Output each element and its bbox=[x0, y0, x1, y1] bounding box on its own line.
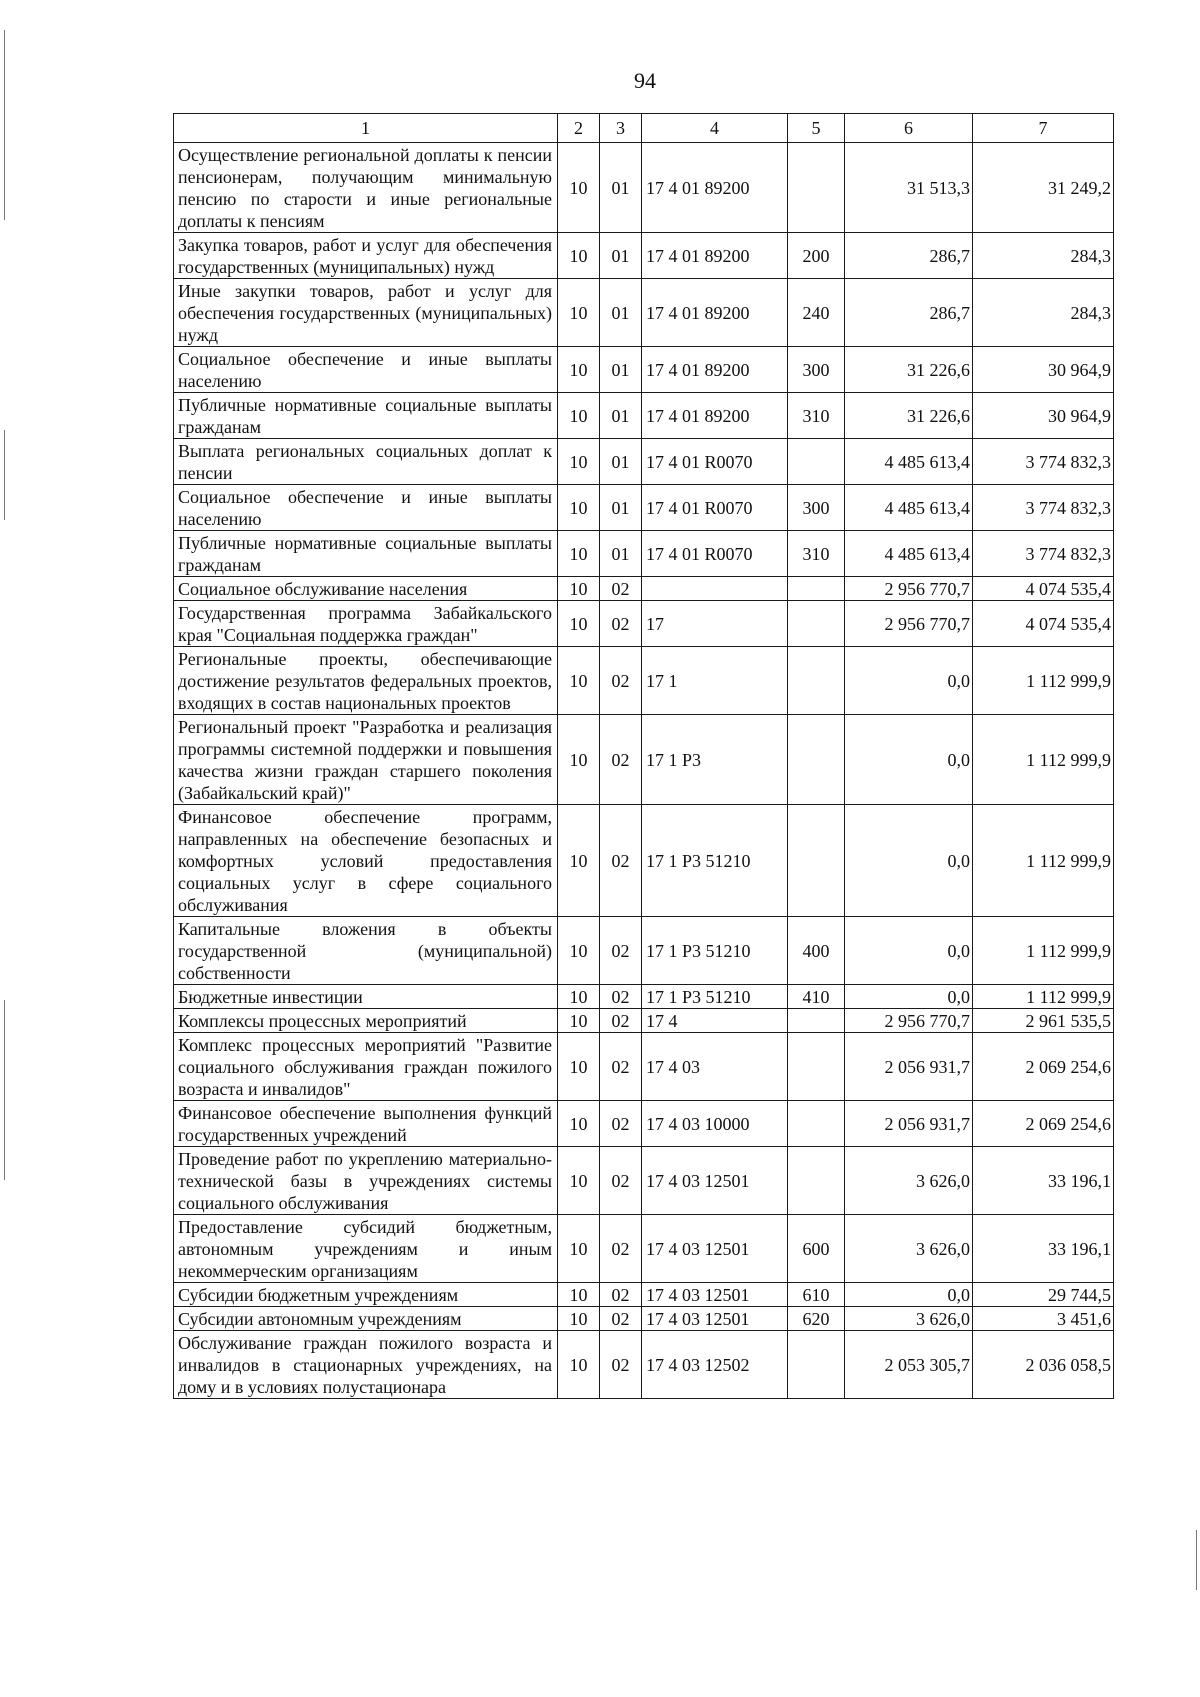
subsection-cell: 02 bbox=[600, 1307, 642, 1331]
amount-year2-cell: 30 964,9 bbox=[973, 347, 1114, 393]
table-row bbox=[174, 1147, 1114, 1215]
section-cell: 10 bbox=[558, 531, 600, 577]
amount-year2-cell: 3 774 832,3 bbox=[973, 439, 1114, 485]
subsection-cell: 01 bbox=[600, 233, 642, 279]
section-cell: 10 bbox=[558, 805, 600, 917]
amount-year2-cell: 3 451,6 bbox=[973, 1307, 1114, 1331]
table-row bbox=[174, 1101, 1114, 1147]
expense-type-cell bbox=[788, 1009, 845, 1033]
item-name-cell: Закупка товаров, работ и услуг для обеспечения государственных (муниципальных) нужд bbox=[174, 233, 558, 279]
table-row bbox=[174, 647, 1114, 715]
table-body bbox=[174, 143, 1114, 1399]
section-cell: 10 bbox=[558, 1215, 600, 1283]
expense-type-cell bbox=[788, 577, 845, 601]
target-article-cell: 17 4 01 R0070 bbox=[642, 439, 788, 485]
column-header-6: 6 bbox=[845, 114, 973, 143]
table-row bbox=[174, 347, 1114, 393]
subsection-cell: 01 bbox=[600, 279, 642, 347]
target-article-cell: 17 4 03 12501 bbox=[642, 1215, 788, 1283]
table-row bbox=[174, 1331, 1114, 1399]
table-row bbox=[174, 805, 1114, 917]
amount-year2-cell: 284,3 bbox=[973, 279, 1114, 347]
subsection-cell: 01 bbox=[600, 347, 642, 393]
table-row bbox=[174, 601, 1114, 647]
expense-type-cell: 410 bbox=[788, 985, 845, 1009]
item-name-cell: Капитальные вложения в объекты государственной (муниципальной) собственности bbox=[174, 917, 558, 985]
expense-type-cell bbox=[788, 715, 845, 805]
table-row bbox=[174, 531, 1114, 577]
subsection-cell: 01 bbox=[600, 143, 642, 233]
item-name-cell: Финансовое обеспечение выполнения функций государственных учреждений bbox=[174, 1101, 558, 1147]
amount-year1-cell: 4 485 613,4 bbox=[845, 531, 973, 577]
table-row bbox=[174, 233, 1114, 279]
expense-type-cell: 310 bbox=[788, 393, 845, 439]
table-row bbox=[174, 1009, 1114, 1033]
table-row bbox=[174, 917, 1114, 985]
amount-year2-cell: 3 774 832,3 bbox=[973, 485, 1114, 531]
target-article-cell: 17 1 P3 bbox=[642, 715, 788, 805]
expense-type-cell: 310 bbox=[788, 531, 845, 577]
section-cell: 10 bbox=[558, 1331, 600, 1399]
target-article-cell bbox=[642, 577, 788, 601]
subsection-cell: 02 bbox=[600, 917, 642, 985]
amount-year2-cell: 4 074 535,4 bbox=[973, 577, 1114, 601]
target-article-cell: 17 4 01 R0070 bbox=[642, 531, 788, 577]
expense-type-cell: 600 bbox=[788, 1215, 845, 1283]
item-name-cell: Социальное обеспечение и иные выплаты населению bbox=[174, 485, 558, 531]
section-cell: 10 bbox=[558, 917, 600, 985]
expense-type-cell: 240 bbox=[788, 279, 845, 347]
expense-type-cell bbox=[788, 1033, 845, 1101]
target-article-cell: 17 4 03 12501 bbox=[642, 1283, 788, 1307]
subsection-cell: 02 bbox=[600, 1033, 642, 1101]
amount-year2-cell: 4 074 535,4 bbox=[973, 601, 1114, 647]
target-article-cell: 17 4 bbox=[642, 1009, 788, 1033]
amount-year2-cell: 3 774 832,3 bbox=[973, 531, 1114, 577]
column-header-4: 4 bbox=[642, 114, 788, 143]
expense-type-cell bbox=[788, 601, 845, 647]
target-article-cell: 17 bbox=[642, 601, 788, 647]
target-article-cell: 17 4 01 89200 bbox=[642, 233, 788, 279]
amount-year1-cell: 0,0 bbox=[845, 805, 973, 917]
amount-year2-cell: 1 112 999,9 bbox=[973, 917, 1114, 985]
subsection-cell: 02 bbox=[600, 1009, 642, 1033]
section-cell: 10 bbox=[558, 279, 600, 347]
section-cell: 10 bbox=[558, 143, 600, 233]
table-row bbox=[174, 1215, 1114, 1283]
expense-type-cell bbox=[788, 439, 845, 485]
table-row bbox=[174, 439, 1114, 485]
amount-year2-cell: 33 196,1 bbox=[973, 1147, 1114, 1215]
subsection-cell: 01 bbox=[600, 393, 642, 439]
subsection-cell: 02 bbox=[600, 601, 642, 647]
section-cell: 10 bbox=[558, 1283, 600, 1307]
column-header-2: 2 bbox=[558, 114, 600, 143]
table-row bbox=[174, 279, 1114, 347]
section-cell: 10 bbox=[558, 439, 600, 485]
amount-year2-cell: 1 112 999,9 bbox=[973, 805, 1114, 917]
amount-year1-cell: 2 053 305,7 bbox=[845, 1331, 973, 1399]
subsection-cell: 02 bbox=[600, 1101, 642, 1147]
expense-type-cell bbox=[788, 1101, 845, 1147]
amount-year2-cell: 1 112 999,9 bbox=[973, 715, 1114, 805]
amount-year2-cell: 2 069 254,6 bbox=[973, 1033, 1114, 1101]
subsection-cell: 02 bbox=[600, 577, 642, 601]
header-row bbox=[174, 114, 1114, 143]
amount-year2-cell: 2 961 535,5 bbox=[973, 1009, 1114, 1033]
subsection-cell: 01 bbox=[600, 485, 642, 531]
section-cell: 10 bbox=[558, 985, 600, 1009]
amount-year1-cell: 286,7 bbox=[845, 279, 973, 347]
target-article-cell: 17 4 03 bbox=[642, 1033, 788, 1101]
subsection-cell: 02 bbox=[600, 647, 642, 715]
item-name-cell: Осуществление региональной доплаты к пенсии пенсионерам, получающим минимальную пенсию по старости и иные региональные доплаты к пенсиям bbox=[174, 143, 558, 233]
item-name-cell: Иные закупки товаров, работ и услуг для обеспечения государственных (муниципальных) нужд bbox=[174, 279, 558, 347]
table-row bbox=[174, 143, 1114, 233]
table-row bbox=[174, 485, 1114, 531]
subsection-cell: 02 bbox=[600, 985, 642, 1009]
table-row bbox=[174, 1307, 1114, 1331]
section-cell: 10 bbox=[558, 1101, 600, 1147]
item-name-cell: Социальное обслуживание населения bbox=[174, 577, 558, 601]
expense-type-cell: 300 bbox=[788, 347, 845, 393]
section-cell: 10 bbox=[558, 233, 600, 279]
amount-year2-cell: 1 112 999,9 bbox=[973, 985, 1114, 1009]
item-name-cell: Финансовое обеспечение программ, направленных на обеспечение безопасных и комфортных условий предоставления социальных услуг в сфере социального обслуживания bbox=[174, 805, 558, 917]
expense-type-cell bbox=[788, 805, 845, 917]
section-cell: 10 bbox=[558, 577, 600, 601]
section-cell: 10 bbox=[558, 647, 600, 715]
scan-margin-mark bbox=[4, 430, 5, 520]
section-cell: 10 bbox=[558, 1033, 600, 1101]
amount-year2-cell: 31 249,2 bbox=[973, 143, 1114, 233]
column-header-5: 5 bbox=[788, 114, 845, 143]
amount-year1-cell: 31 226,6 bbox=[845, 393, 973, 439]
target-article-cell: 17 4 01 89200 bbox=[642, 347, 788, 393]
target-article-cell: 17 4 03 12501 bbox=[642, 1147, 788, 1215]
subsection-cell: 02 bbox=[600, 1331, 642, 1399]
subsection-cell: 01 bbox=[600, 531, 642, 577]
item-name-cell: Региональные проекты, обеспечивающие достижение результатов федеральных проектов, входящих в состав национальных проектов bbox=[174, 647, 558, 715]
expense-type-cell: 620 bbox=[788, 1307, 845, 1331]
target-article-cell: 17 4 03 12502 bbox=[642, 1331, 788, 1399]
item-name-cell: Выплата региональных социальных доплат к пенсии bbox=[174, 439, 558, 485]
table-row bbox=[174, 985, 1114, 1009]
subsection-cell: 02 bbox=[600, 715, 642, 805]
target-article-cell: 17 4 01 89200 bbox=[642, 143, 788, 233]
section-cell: 10 bbox=[558, 1009, 600, 1033]
item-name-cell: Субсидии автономным учреждениям bbox=[174, 1307, 558, 1331]
target-article-cell: 17 4 01 89200 bbox=[642, 393, 788, 439]
amount-year2-cell: 2 036 058,5 bbox=[973, 1331, 1114, 1399]
amount-year1-cell: 3 626,0 bbox=[845, 1147, 973, 1215]
subsection-cell: 01 bbox=[600, 439, 642, 485]
amount-year2-cell: 2 069 254,6 bbox=[973, 1101, 1114, 1147]
subsection-cell: 02 bbox=[600, 1283, 642, 1307]
item-name-cell: Публичные нормативные социальные выплаты гражданам bbox=[174, 531, 558, 577]
table-row bbox=[174, 715, 1114, 805]
target-article-cell: 17 4 03 12501 bbox=[642, 1307, 788, 1331]
item-name-cell: Комплексы процессных мероприятий bbox=[174, 1009, 558, 1033]
expense-type-cell: 610 bbox=[788, 1283, 845, 1307]
item-name-cell: Социальное обеспечение и иные выплаты населению bbox=[174, 347, 558, 393]
target-article-cell: 17 1 P3 51210 bbox=[642, 917, 788, 985]
target-article-cell: 17 4 03 10000 bbox=[642, 1101, 788, 1147]
column-header-1: 1 bbox=[174, 114, 558, 143]
amount-year1-cell: 3 626,0 bbox=[845, 1307, 973, 1331]
amount-year1-cell: 2 956 770,7 bbox=[845, 577, 973, 601]
table-row bbox=[174, 577, 1114, 601]
amount-year1-cell: 0,0 bbox=[845, 917, 973, 985]
item-name-cell: Комплекс процессных мероприятий "Развитие социального обслуживания граждан пожилого возраста и инвалидов" bbox=[174, 1033, 558, 1101]
section-cell: 10 bbox=[558, 715, 600, 805]
expense-type-cell bbox=[788, 1331, 845, 1399]
amount-year1-cell: 2 056 931,7 bbox=[845, 1033, 973, 1101]
amount-year1-cell: 0,0 bbox=[845, 715, 973, 805]
target-article-cell: 17 1 bbox=[642, 647, 788, 715]
table-row bbox=[174, 393, 1114, 439]
target-article-cell: 17 4 01 89200 bbox=[642, 279, 788, 347]
amount-year1-cell: 31 226,6 bbox=[845, 347, 973, 393]
expense-type-cell: 300 bbox=[788, 485, 845, 531]
expense-type-cell: 200 bbox=[788, 233, 845, 279]
item-name-cell: Публичные нормативные социальные выплаты гражданам bbox=[174, 393, 558, 439]
item-name-cell: Региональный проект "Разработка и реализация программы системной поддержки и повышения качества жизни граждан старшего поколения (Забайкальский край)" bbox=[174, 715, 558, 805]
item-name-cell: Бюджетные инвестиции bbox=[174, 985, 558, 1009]
amount-year1-cell: 2 956 770,7 bbox=[845, 601, 973, 647]
amount-year2-cell: 284,3 bbox=[973, 233, 1114, 279]
section-cell: 10 bbox=[558, 1307, 600, 1331]
amount-year1-cell: 3 626,0 bbox=[845, 1215, 973, 1283]
section-cell: 10 bbox=[558, 347, 600, 393]
amount-year2-cell: 30 964,9 bbox=[973, 393, 1114, 439]
subsection-cell: 02 bbox=[600, 805, 642, 917]
section-cell: 10 bbox=[558, 601, 600, 647]
amount-year2-cell: 29 744,5 bbox=[973, 1283, 1114, 1307]
budget-table bbox=[173, 113, 1114, 1399]
expense-type-cell bbox=[788, 647, 845, 715]
table-row bbox=[174, 1283, 1114, 1307]
amount-year2-cell: 33 196,1 bbox=[973, 1215, 1114, 1283]
item-name-cell: Государственная программа Забайкальского края "Социальная поддержка граждан" bbox=[174, 601, 558, 647]
amount-year1-cell: 31 513,3 bbox=[845, 143, 973, 233]
section-cell: 10 bbox=[558, 1147, 600, 1215]
amount-year1-cell: 286,7 bbox=[845, 233, 973, 279]
item-name-cell: Предоставление субсидий бюджетным, автономным учреждениям и иным некоммерческим организациям bbox=[174, 1215, 558, 1283]
target-article-cell: 17 1 P3 51210 bbox=[642, 805, 788, 917]
amount-year1-cell: 0,0 bbox=[845, 985, 973, 1009]
amount-year1-cell: 0,0 bbox=[845, 647, 973, 715]
amount-year2-cell: 1 112 999,9 bbox=[973, 647, 1114, 715]
table-row bbox=[174, 1033, 1114, 1101]
item-name-cell: Проведение работ по укреплению материально-технической базы в учреждениях системы социального обслуживания bbox=[174, 1147, 558, 1215]
amount-year1-cell: 2 956 770,7 bbox=[845, 1009, 973, 1033]
item-name-cell: Субсидии бюджетным учреждениям bbox=[174, 1283, 558, 1307]
scan-margin-mark bbox=[1196, 1530, 1197, 1590]
amount-year1-cell: 0,0 bbox=[845, 1283, 973, 1307]
page-number: 94 bbox=[634, 68, 656, 93]
item-name-cell: Обслуживание граждан пожилого возраста и инвалидов в стационарных учреждениях, на дому и в условиях полустационара bbox=[174, 1331, 558, 1399]
amount-year1-cell: 4 485 613,4 bbox=[845, 485, 973, 531]
scan-margin-mark bbox=[4, 1000, 5, 1180]
expense-type-cell bbox=[788, 1147, 845, 1215]
column-header-7: 7 bbox=[973, 114, 1114, 143]
amount-year1-cell: 4 485 613,4 bbox=[845, 439, 973, 485]
section-cell: 10 bbox=[558, 485, 600, 531]
subsection-cell: 02 bbox=[600, 1215, 642, 1283]
column-header-3: 3 bbox=[600, 114, 642, 143]
subsection-cell: 02 bbox=[600, 1147, 642, 1215]
expense-type-cell: 400 bbox=[788, 917, 845, 985]
amount-year1-cell: 2 056 931,7 bbox=[845, 1101, 973, 1147]
expense-type-cell bbox=[788, 143, 845, 233]
target-article-cell: 17 1 P3 51210 bbox=[642, 985, 788, 1009]
target-article-cell: 17 4 01 R0070 bbox=[642, 485, 788, 531]
scan-margin-mark bbox=[4, 30, 5, 220]
section-cell: 10 bbox=[558, 393, 600, 439]
